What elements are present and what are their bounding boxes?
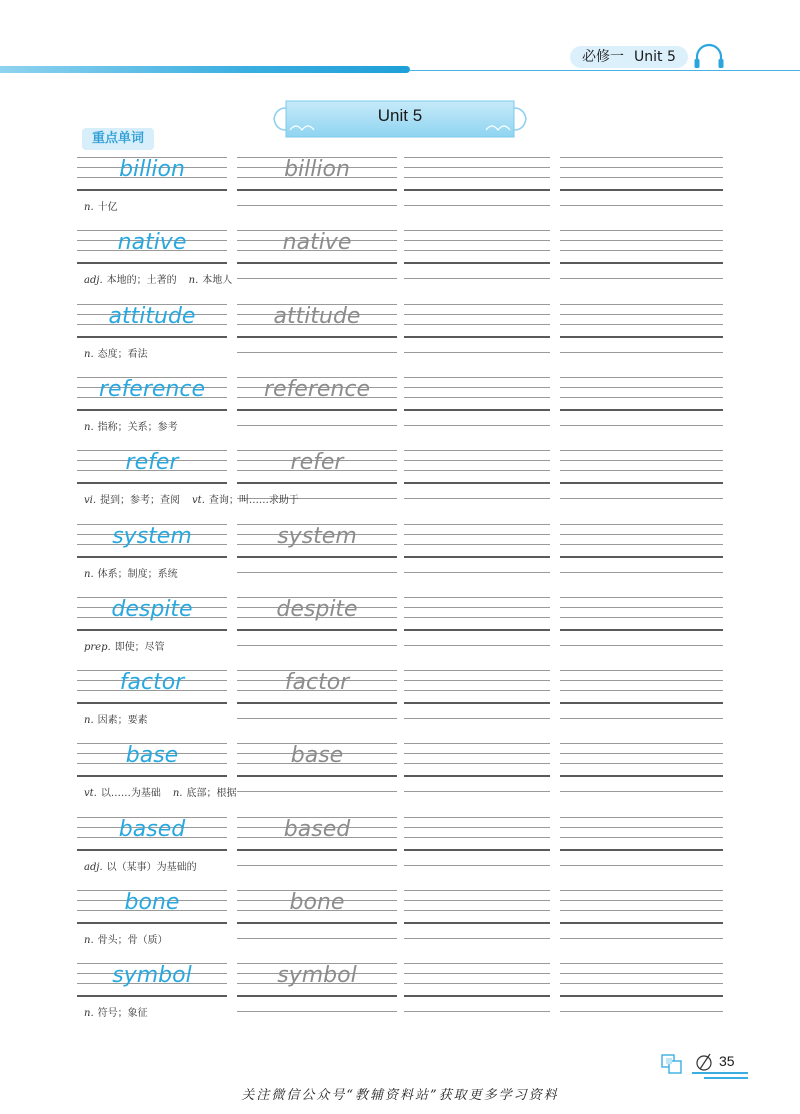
writing-guide-line	[404, 827, 550, 828]
writing-guide-line	[560, 827, 723, 828]
writing-guide-line	[560, 205, 723, 206]
vocab-word-trace: bone	[289, 890, 345, 915]
page-title: Unit 5	[377, 106, 423, 125]
writing-guide-line	[560, 963, 723, 964]
writing-guide-line	[560, 775, 723, 777]
writing-guide-line	[404, 791, 550, 792]
writing-guide-line	[560, 177, 723, 178]
writing-guide-line	[560, 817, 723, 818]
writing-guide-line	[560, 189, 723, 191]
headphones-icon	[692, 42, 726, 70]
writing-guide-line	[237, 922, 397, 924]
part-of-speech: vt.	[192, 495, 205, 506]
writing-guide-line	[404, 534, 550, 535]
writing-guide-line	[237, 645, 397, 646]
vocab-word: billion	[119, 157, 185, 182]
vocab-word: attitude	[108, 304, 196, 329]
writing-guide-line	[560, 534, 723, 535]
writing-guide-line	[404, 205, 550, 206]
vocab-word-trace: native	[282, 230, 352, 255]
word-meaning	[84, 784, 236, 799]
writing-guide-line	[77, 262, 227, 264]
writing-guide-line	[560, 607, 723, 608]
page-number-group	[693, 1050, 753, 1080]
writing-guide-line	[404, 460, 550, 461]
header-unit: Unit 5	[634, 49, 676, 65]
writing-guide-line	[560, 377, 723, 378]
vocab-word-trace: base	[290, 743, 344, 768]
writing-guide-line	[560, 690, 723, 691]
writing-guide-line	[404, 572, 550, 573]
writing-guide-line	[237, 189, 397, 191]
writing-guide-line	[404, 963, 550, 964]
writing-guide-line	[77, 775, 227, 777]
writing-guide-line	[404, 278, 550, 279]
writing-guide-line	[404, 922, 550, 924]
writing-guide-line	[77, 556, 227, 558]
vocab-word-trace: reference	[263, 377, 370, 402]
writing-guide-line	[77, 995, 227, 997]
writing-guide-line	[560, 680, 723, 681]
vocab-word: system	[112, 524, 192, 549]
word-meaning	[84, 858, 197, 873]
writing-guide-line	[404, 1011, 550, 1012]
writing-guide-line	[404, 837, 550, 838]
writing-guide-line	[404, 753, 550, 754]
writing-guide-line	[404, 250, 550, 251]
writing-guide-line	[77, 702, 227, 704]
writing-guide-line	[404, 157, 550, 158]
writing-guide-line	[560, 973, 723, 974]
part-of-speech: vt.	[84, 788, 97, 799]
writing-guide-line	[404, 900, 550, 901]
writing-guide-line	[404, 387, 550, 388]
vocab-word-trace: billion	[284, 157, 350, 182]
writing-guide-line	[237, 556, 397, 558]
writing-guide-line	[77, 482, 227, 484]
writing-guide-line	[77, 922, 227, 924]
page-corner-icon	[660, 1052, 686, 1076]
writing-guide-line	[404, 890, 550, 891]
writing-guide-line	[560, 743, 723, 744]
writing-guide-line	[560, 336, 723, 338]
definition: 本地的；土著的	[106, 275, 177, 286]
writing-guide-line	[404, 817, 550, 818]
definition: 本地人	[202, 275, 233, 286]
vocab-word-trace: despite	[276, 597, 358, 622]
writing-guide-line	[404, 702, 550, 704]
word-meaning	[84, 565, 178, 580]
writing-guide-line	[237, 336, 397, 338]
writing-guide-line	[560, 544, 723, 545]
writing-guide-line	[404, 670, 550, 671]
writing-guide-line	[560, 250, 723, 251]
writing-guide-line	[404, 352, 550, 353]
writing-guide-line	[404, 775, 550, 777]
writing-guide-line	[404, 498, 550, 499]
part-of-speech: n.	[84, 935, 94, 946]
part-of-speech: n.	[84, 715, 94, 726]
vocab-word: reference	[98, 377, 205, 402]
vocab-word-trace: refer	[290, 450, 344, 475]
vocab-word-trace: system	[277, 524, 357, 549]
writing-guide-line	[560, 352, 723, 353]
writing-guide-line	[404, 849, 550, 851]
writing-guide-line	[560, 617, 723, 618]
writing-guide-line	[560, 910, 723, 911]
section-label: 重点单词	[82, 128, 154, 150]
writing-guide-line	[404, 425, 550, 426]
writing-guide-line	[404, 910, 550, 911]
footer-rule-bottom	[704, 1077, 748, 1079]
writing-guide-line	[560, 837, 723, 838]
writing-guide-line	[404, 865, 550, 866]
writing-guide-line	[237, 205, 397, 206]
writing-guide-line	[404, 450, 550, 451]
writing-guide-line	[237, 995, 397, 997]
writing-guide-line	[560, 718, 723, 719]
vocab-word: refer	[125, 450, 179, 475]
writing-guide-line	[560, 629, 723, 631]
writing-guide-line	[560, 387, 723, 388]
writing-guide-line	[560, 278, 723, 279]
writing-guide-line	[404, 544, 550, 545]
writing-guide-line	[237, 791, 397, 792]
word-row	[0, 372, 800, 445]
writing-guide-line	[404, 240, 550, 241]
vocab-word-trace: symbol	[277, 963, 357, 988]
definition: 以（某事）为基础的	[106, 862, 197, 873]
writing-guide-line	[77, 189, 227, 191]
writing-guide-line	[237, 849, 397, 851]
definition: 十亿	[97, 202, 118, 213]
writing-guide-line	[560, 230, 723, 231]
word-row	[0, 592, 800, 665]
writing-guide-line	[237, 352, 397, 353]
vocab-word: base	[125, 743, 179, 768]
writing-guide-line	[404, 377, 550, 378]
part-of-speech: n.	[84, 1008, 94, 1019]
writing-guide-line	[560, 157, 723, 158]
course-name: 必修一	[582, 49, 624, 65]
part-of-speech: n.	[84, 349, 94, 360]
word-row	[0, 885, 800, 958]
word-meaning	[84, 271, 232, 286]
writing-guide-line	[77, 409, 227, 411]
vocab-word-trace: attitude	[273, 304, 361, 329]
part-of-speech: adj.	[84, 862, 103, 873]
writing-guide-line	[560, 167, 723, 168]
writing-guide-line	[560, 324, 723, 325]
definition: 查询；叫……求助于	[208, 495, 299, 506]
writing-guide-line	[237, 1011, 397, 1012]
writing-guide-line	[237, 775, 397, 777]
definition: 即使；尽管	[114, 642, 165, 653]
word-row	[0, 445, 800, 518]
word-meaning	[84, 638, 165, 653]
writing-guide-line	[560, 900, 723, 901]
writing-guide-line	[77, 336, 227, 338]
writing-guide-line	[560, 983, 723, 984]
word-row	[0, 665, 800, 738]
writing-guide-line	[404, 597, 550, 598]
writing-guide-line	[560, 645, 723, 646]
writing-guide-line	[404, 629, 550, 631]
writing-guide-line	[404, 336, 550, 338]
writing-guide-line	[404, 973, 550, 974]
writing-guide-line	[404, 324, 550, 325]
definition: 体系；制度；系统	[97, 569, 178, 580]
writing-guide-line	[404, 177, 550, 178]
definition: 态度；看法	[97, 349, 148, 360]
writing-guide-line	[560, 938, 723, 939]
writing-guide-line	[404, 167, 550, 168]
writing-guide-line	[560, 482, 723, 484]
word-meaning	[84, 1004, 148, 1019]
writing-guide-line	[404, 763, 550, 764]
word-meaning	[84, 418, 178, 433]
writing-guide-line	[404, 607, 550, 608]
header-rule	[410, 70, 800, 71]
writing-guide-line	[404, 470, 550, 471]
writing-guide-line	[560, 995, 723, 997]
writing-guide-line	[560, 262, 723, 264]
footer-note: 关注微信公众号“教辅资料站”获取更多学习资料	[241, 1088, 559, 1103]
writing-guide-line	[237, 262, 397, 264]
part-of-speech: n.	[84, 569, 94, 580]
writing-guide-line	[404, 645, 550, 646]
word-meaning	[84, 931, 168, 946]
writing-guide-line	[560, 753, 723, 754]
writing-guide-line	[404, 743, 550, 744]
word-row	[0, 152, 800, 225]
compass-icon	[693, 1050, 717, 1074]
writing-guide-line	[560, 450, 723, 451]
word-row	[0, 958, 800, 1031]
writing-guide-line	[237, 482, 397, 484]
writing-guide-line	[77, 629, 227, 631]
writing-guide-line	[560, 409, 723, 411]
definition: 底部；根据	[186, 788, 237, 799]
word-meaning	[84, 345, 148, 360]
writing-guide-line	[404, 718, 550, 719]
writing-guide-line	[404, 304, 550, 305]
vocab-word: native	[117, 230, 187, 255]
writing-guide-line	[237, 278, 397, 279]
definition: 因素；要素	[97, 715, 148, 726]
writing-guide-line	[560, 865, 723, 866]
writing-guide-line	[237, 702, 397, 704]
definition: 符号；象征	[97, 1008, 148, 1019]
unit-title-banner	[272, 100, 528, 138]
writing-guide-line	[404, 524, 550, 525]
part-of-speech: n.	[172, 788, 183, 799]
writing-guide-line	[237, 425, 397, 426]
word-row	[0, 225, 800, 298]
writing-guide-line	[560, 572, 723, 573]
word-row	[0, 738, 800, 811]
writing-guide-line	[560, 670, 723, 671]
word-row	[0, 299, 800, 372]
writing-guide-line	[237, 572, 397, 573]
page-number: 35	[719, 1053, 735, 1069]
writing-guide-line	[560, 304, 723, 305]
writing-guide-line	[560, 763, 723, 764]
writing-guide-line	[404, 230, 550, 231]
writing-guide-line	[237, 865, 397, 866]
writing-guide-line	[237, 629, 397, 631]
vocab-word-trace: factor	[284, 670, 350, 695]
writing-guide-line	[560, 240, 723, 241]
part-of-speech: n.	[188, 275, 199, 286]
writing-guide-line	[404, 482, 550, 484]
writing-guide-line	[560, 1011, 723, 1012]
writing-guide-line	[560, 470, 723, 471]
part-of-speech: vi.	[84, 495, 97, 506]
word-row	[0, 519, 800, 592]
writing-guide-line	[560, 890, 723, 891]
header-badge	[570, 46, 688, 68]
definition: 骨头；骨（质）	[97, 935, 168, 946]
writing-guide-line	[404, 397, 550, 398]
vocab-word: factor	[119, 670, 185, 695]
part-of-speech: prep.	[84, 642, 111, 653]
writing-guide-line	[237, 938, 397, 939]
word-meaning	[84, 198, 118, 213]
writing-guide-line	[560, 922, 723, 924]
writing-guide-line	[560, 849, 723, 851]
word-meaning	[84, 711, 148, 726]
header-accent-bar	[0, 66, 410, 73]
writing-guide-line	[404, 556, 550, 558]
writing-guide-line	[404, 189, 550, 191]
vocab-word: despite	[111, 597, 193, 622]
writing-guide-line	[560, 460, 723, 461]
part-of-speech: n.	[84, 422, 94, 433]
footer-rule-top	[692, 1072, 748, 1074]
word-row	[0, 812, 800, 885]
definition: 以……为基础	[100, 788, 161, 799]
writing-guide-line	[560, 425, 723, 426]
word-meaning	[84, 491, 299, 506]
writing-guide-line	[404, 314, 550, 315]
writing-guide-line	[237, 718, 397, 719]
writing-guide-line	[560, 397, 723, 398]
writing-guide-line	[560, 597, 723, 598]
part-of-speech: adj.	[84, 275, 103, 286]
writing-guide-line	[404, 617, 550, 618]
vocab-word: based	[118, 817, 186, 842]
vocab-word: bone	[124, 890, 180, 915]
definition: 指称；关系；参考	[97, 422, 178, 433]
writing-guide-line	[77, 849, 227, 851]
writing-guide-line	[404, 680, 550, 681]
writing-guide-line	[560, 556, 723, 558]
writing-guide-line	[404, 409, 550, 411]
writing-guide-line	[560, 498, 723, 499]
writing-guide-line	[560, 702, 723, 704]
vocab-word: symbol	[112, 963, 192, 988]
writing-guide-line	[404, 995, 550, 997]
writing-guide-line	[560, 791, 723, 792]
writing-guide-line	[237, 409, 397, 411]
writing-guide-line	[404, 690, 550, 691]
writing-guide-line	[404, 262, 550, 264]
definition: 提到；参考；查阅	[100, 495, 181, 506]
writing-guide-line	[560, 314, 723, 315]
part-of-speech: n.	[84, 202, 94, 213]
writing-guide-line	[560, 524, 723, 525]
vocab-word-trace: based	[283, 817, 351, 842]
writing-guide-line	[404, 938, 550, 939]
writing-guide-line	[404, 983, 550, 984]
